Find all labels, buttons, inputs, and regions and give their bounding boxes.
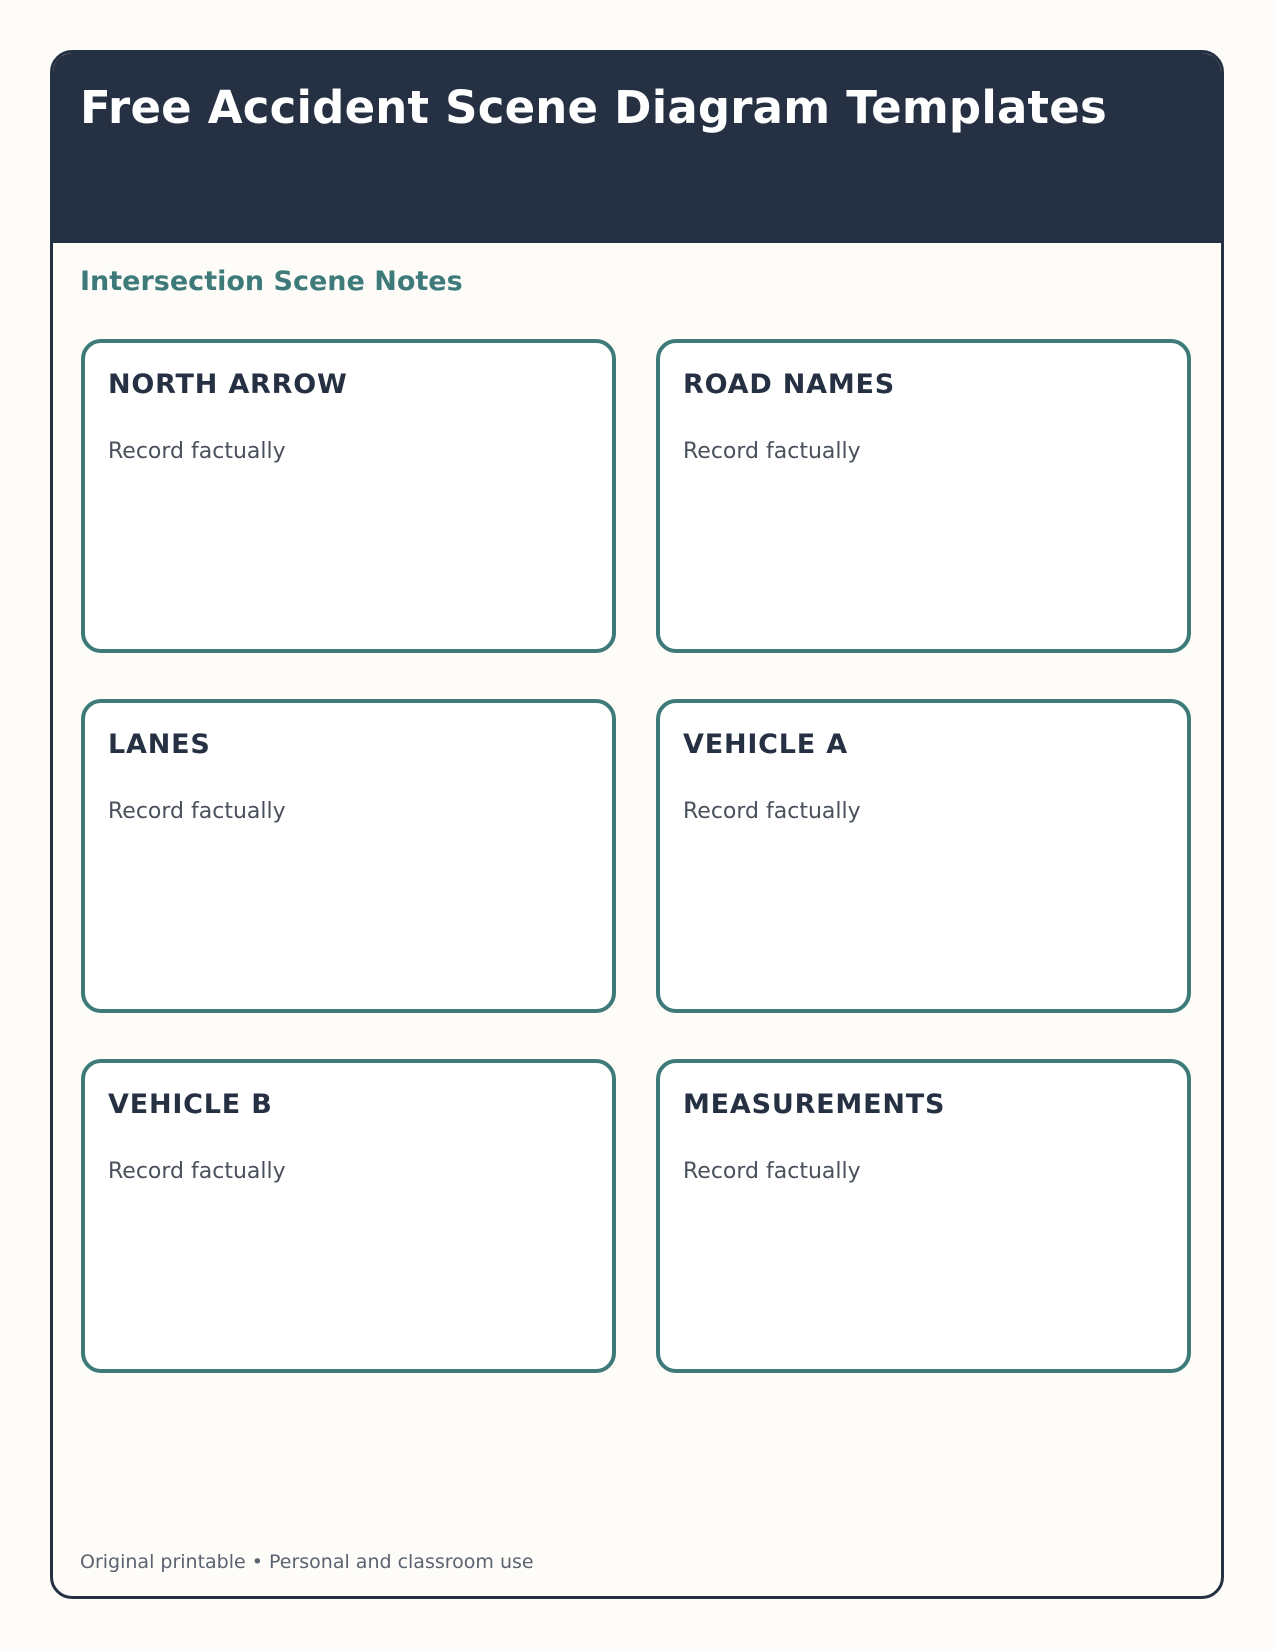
card-label: NORTH ARROW <box>108 369 348 400</box>
section-title: Intersection Scene Notes <box>80 266 463 297</box>
card-hint: Record factually <box>683 1159 861 1184</box>
card-label: VEHICLE A <box>683 729 848 760</box>
header-banner <box>53 53 1221 243</box>
card-north-arrow[interactable] <box>81 339 616 653</box>
card-measurements[interactable] <box>656 1059 1191 1373</box>
template-sheet <box>50 50 1224 1599</box>
card-hint: Record factually <box>108 439 286 464</box>
footer-note: Original printable • Personal and classroom use <box>80 1551 534 1573</box>
card-vehicle-a[interactable] <box>656 699 1191 1013</box>
card-vehicle-b[interactable] <box>81 1059 616 1373</box>
card-label: MEASUREMENTS <box>683 1089 946 1120</box>
card-label: LANES <box>108 729 211 760</box>
page-title: Free Accident Scene Diagram Templates <box>80 81 1107 134</box>
card-label: ROAD NAMES <box>683 369 895 400</box>
card-hint: Record factually <box>108 799 286 824</box>
card-hint: Record factually <box>683 439 861 464</box>
card-hint: Record factually <box>108 1159 286 1184</box>
card-lanes[interactable] <box>81 699 616 1013</box>
card-road-names[interactable] <box>656 339 1191 653</box>
card-label: VEHICLE B <box>108 1089 273 1120</box>
card-hint: Record factually <box>683 799 861 824</box>
